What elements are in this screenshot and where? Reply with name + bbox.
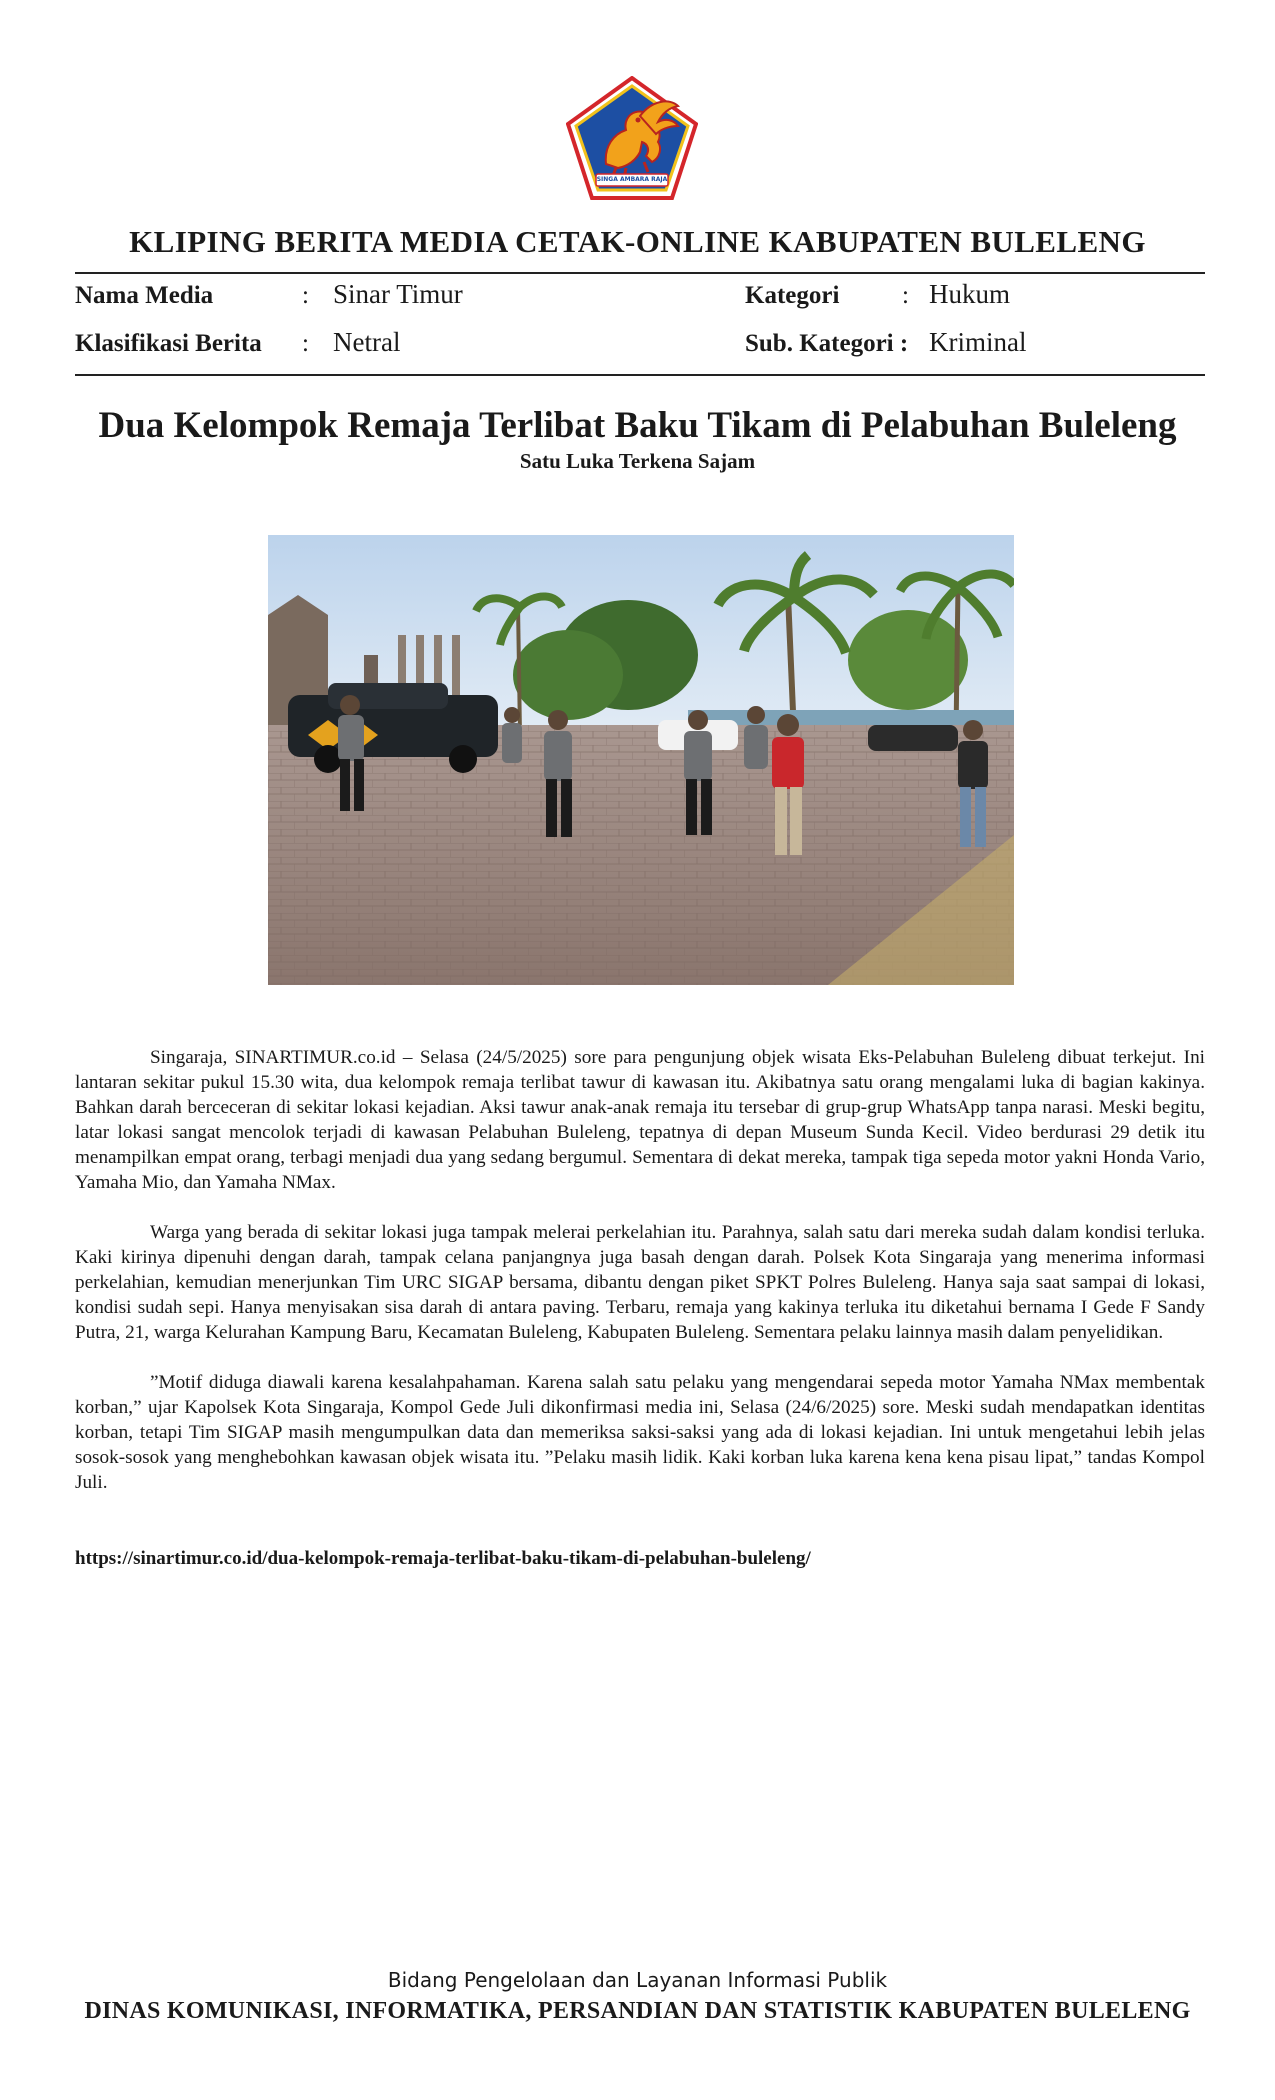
police-patrol-photo-icon <box>268 535 1014 985</box>
footer-agency: DINAS KOMUNIKASI, INFORMATIKA, PERSANDIAN DAN STATISTIK KABUPATEN BULELENG <box>84 1998 1191 2024</box>
article-headline: Dua Kelompok Remaja Terlibat Baku Tikam di Pelabuhan Buleleng <box>98 405 1177 446</box>
kategori-colon: : <box>902 282 909 309</box>
kategori-value: Hukum <box>929 279 1010 309</box>
footer-department: Bidang Pengelolaan dan Layanan Informasi Publik <box>387 1968 888 1992</box>
klasifikasi-value: Netral <box>333 327 401 357</box>
source-url-link[interactable]: https://sinartimur.co.id/dua-kelompok-remaja-terlibat-baku-tikam-di-pelabuhan-buleleng/ <box>75 1548 811 1569</box>
klasifikasi-label: Klasifikasi Berita <box>75 330 262 357</box>
header-divider-bottom <box>75 374 1205 376</box>
nama-media-colon: : <box>302 282 309 309</box>
article-paragraph: Singaraja, SINARTIMUR.co.id – Selasa (24/5/2025) sore para pengunjung objek wisata Eks-Pelabuhan Buleleng dibuat terkejut. Ini lantaran sekitar pukul 15.30 wita, dua kelompok remaja terlibat tawur di kawasan itu. Akibatnya satu orang mengalami luka di bagian kakinya. Bahkan darah berceceran di sekitar lokasi kejadian. Aksi tawur anak-anak remaja itu tersebar di grup-grup WhatsApp tanpa narasi. Meski begitu, latar lokasi sangat mencolok terjadi di kawasan Pelabuhan Buleleng, tepatnya di depan Museum Sunda Kecil. Video berdurasi 29 detik itu menampilkan empat orang, terbagi menjadi dua yang sedang bergumul. Sementara di dekat mereka, tampak tiga sepeda motor yakni Honda Vario, Yamaha Mio, dan Yamaha NMax. <box>75 1047 1205 1193</box>
article-subheadline: Satu Luka Terkena Sajam <box>519 449 756 473</box>
article-photo <box>268 535 1014 985</box>
logo-motto: SINGA AMBARA RAJA <box>596 176 668 183</box>
header-divider-top <box>75 272 1205 274</box>
nama-media-label: Nama Media <box>75 282 214 309</box>
kategori-label: Kategori <box>745 282 840 309</box>
nama-media-value: Sinar Timur <box>333 279 463 309</box>
kliping-title: KLIPING BERITA MEDIA CETAK-ONLINE KABUPATEN BULELENG <box>129 224 1146 259</box>
regency-logo <box>566 76 698 200</box>
klasifikasi-colon: : <box>302 330 309 357</box>
article-paragraph: ”Motif diduga diawali karena kesalahpahaman. Karena salah satu pelaku yang mengendarai sepeda motor Yamaha NMax membentak korban,” ujar Kapolsek Kota Singaraja, Kompol Gede Juli dikonfirmasi media ini, Selasa (24/6/2025) sore. Meski sudah mendapatkan identitas korban, tetapi Tim SIGAP masih mengumpulkan data dan memeriksa saksi-saksi yang ada di lokasi kejadian. Ini untuk mengetahui lebih jelas sosok-sosok yang menghebohkan kawasan objek wisata itu. ”Pelaku masih lidik. Kaki korban luka karena kena kena pisau lipat,” tandas Kompol Juli. <box>75 1372 1205 1493</box>
sub-kategori-value: Kriminal <box>929 327 1027 357</box>
article-paragraph: Warga yang berada di sekitar lokasi juga tampak melerai perkelahian itu. Parahnya, salah satu dari mereka sudah dalam kondisi terluka. Kaki kirinya dipenuhi dengan darah, tampak celana panjangnya juga basah dengan darah. Polsek Kota Singaraja yang menerima informasi perkelahian, kemudian menerjunkan Tim URC SIGAP bersama, dibantu dengan piket SPKT Polres Buleleng. Hanya saja saat sampai di lokasi, kondisi sudah sepi. Hanya menyisakan sisa darah di antara paving. Terbaru, remaja yang kakinya terluka itu diketahui bernama I Gede F Sandy Putra, 21, warga Kelurahan Kampung Baru, Kecamatan Buleleng, Kabupaten Buleleng. Sementara pelaku lainnya masih dalam penyelidikan. <box>75 1222 1205 1343</box>
article-body <box>75 1045 1205 1520</box>
sub-kategori-label: Sub. Kategori : <box>745 330 909 357</box>
